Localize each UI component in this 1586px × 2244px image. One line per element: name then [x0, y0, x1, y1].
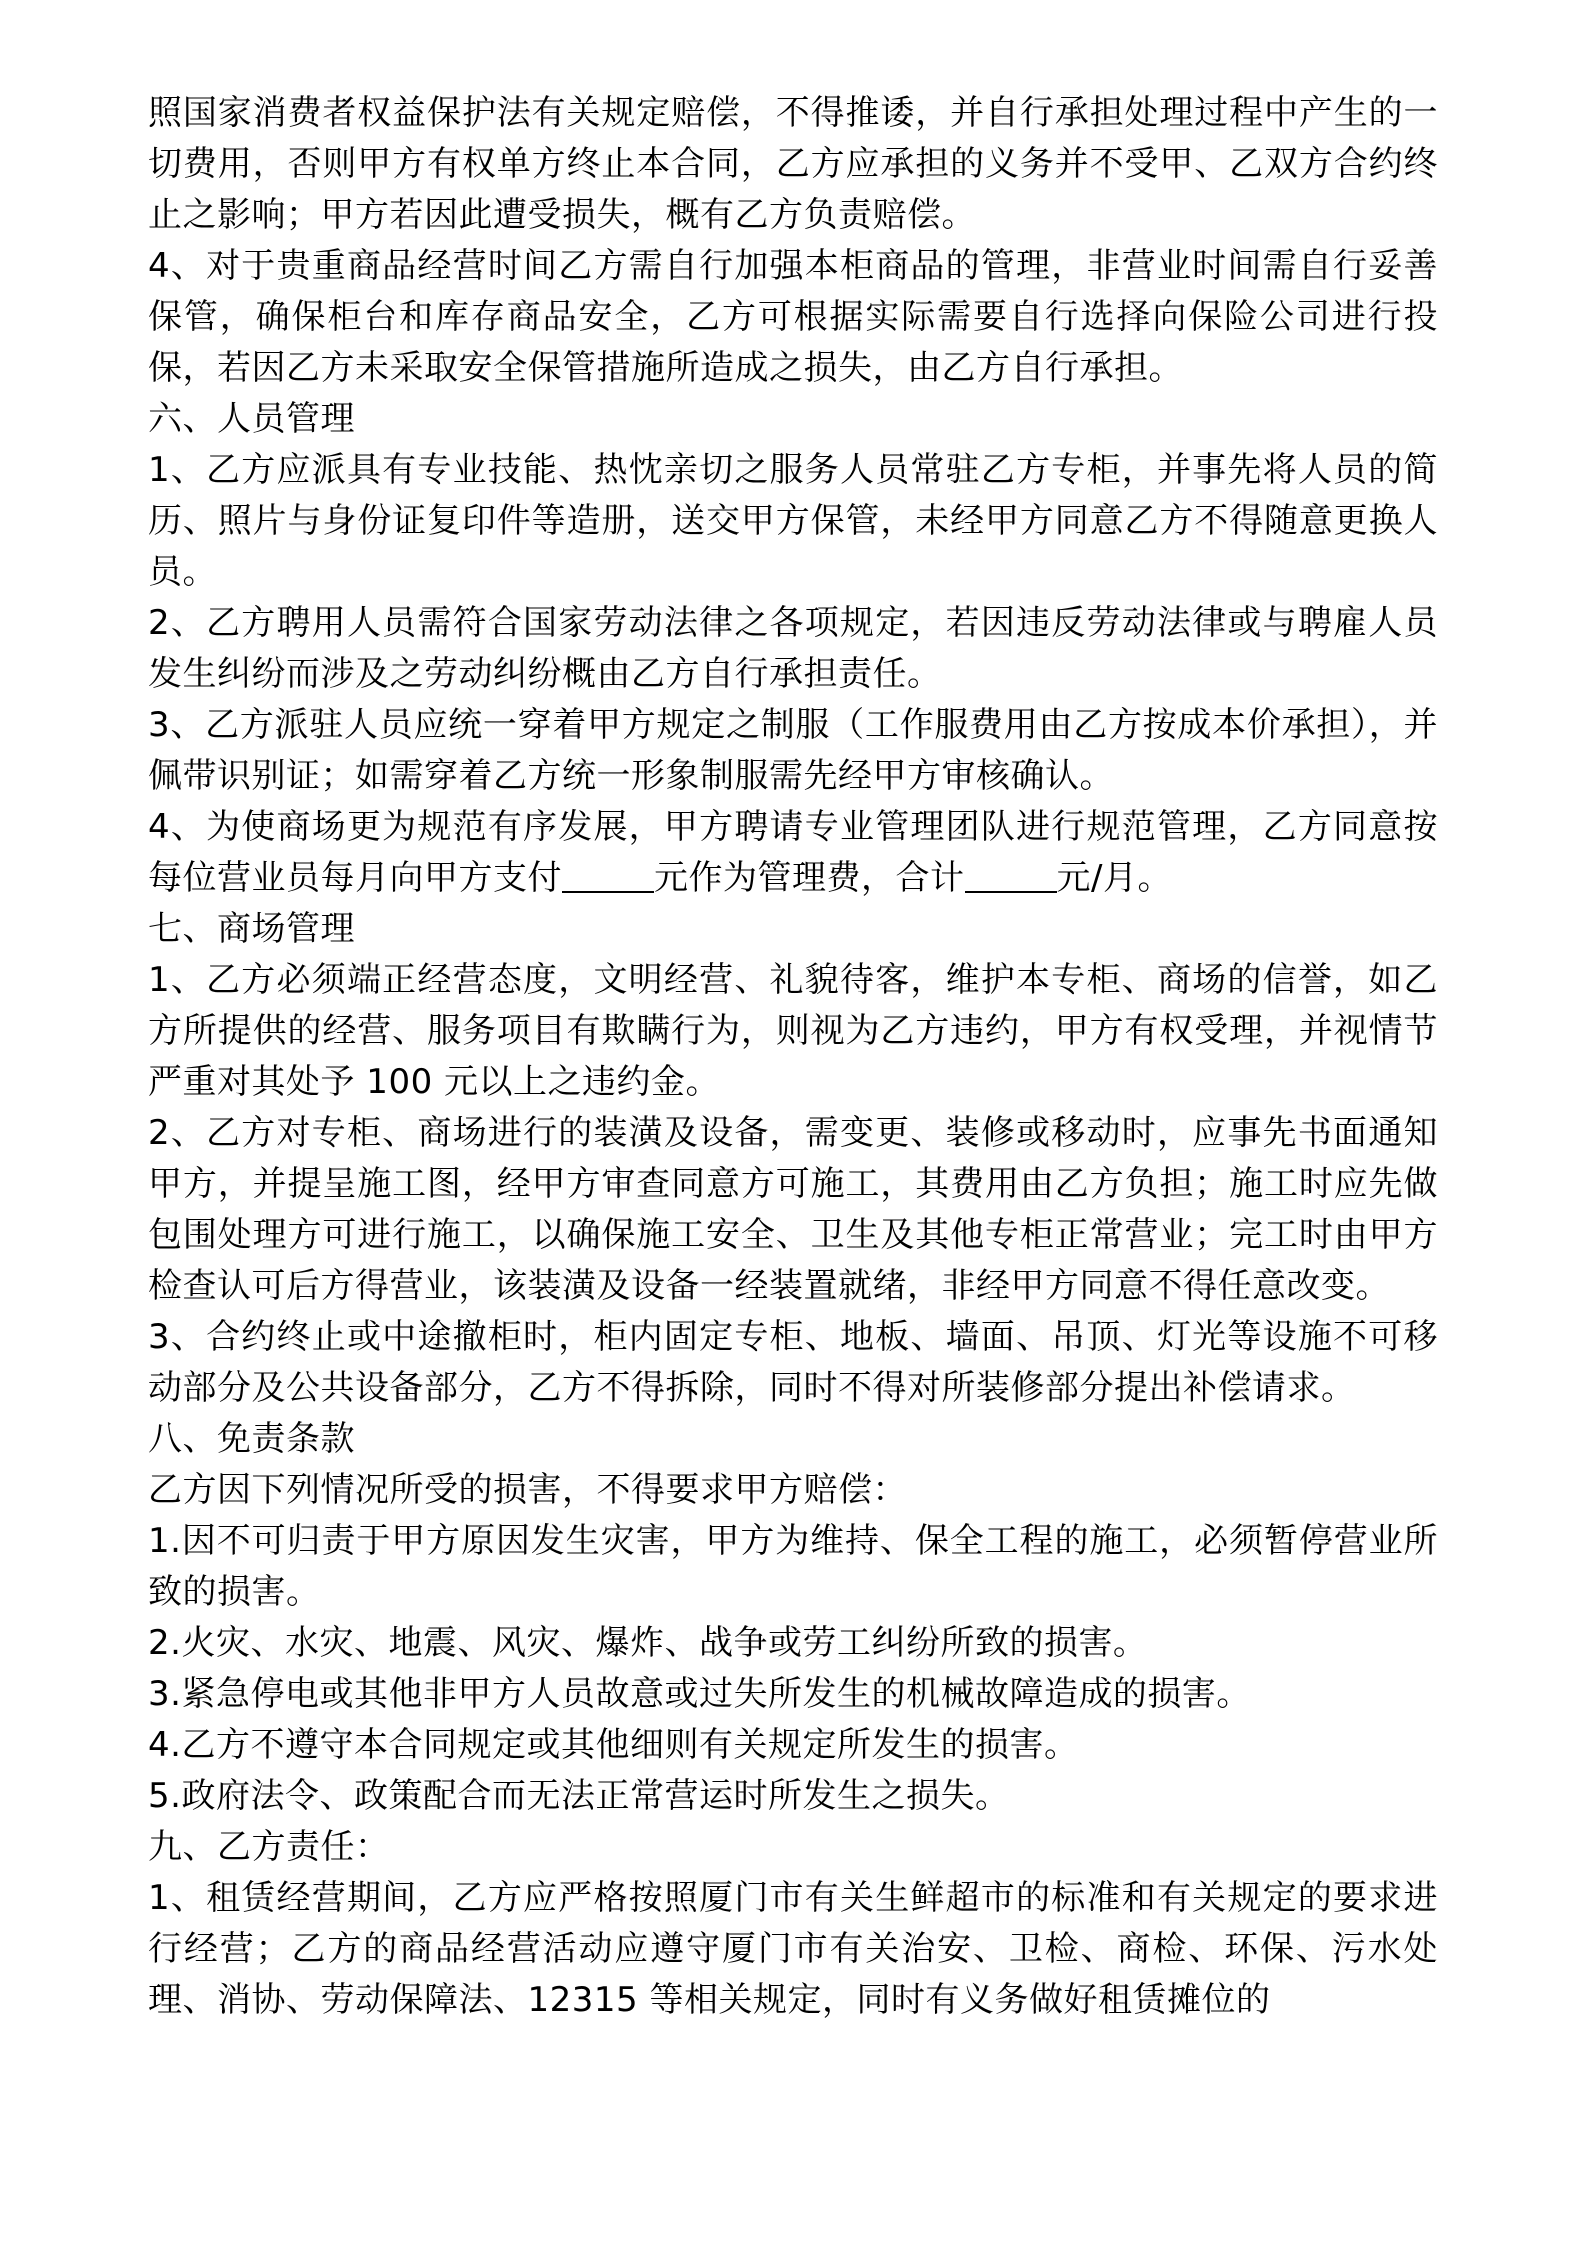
management-fee-text-c: 元/月。 — [1056, 858, 1172, 898]
section-heading-exemption: 八、免责条款 — [148, 1419, 355, 1459]
section-heading-mall: 七、商场管理 — [148, 909, 355, 949]
paragraph-staff-assignment: 1、乙方应派具有专业技能、热忱亲切之服务人员常驻乙方专柜，并事先将人员的简历、照片与身份证复印件等造册，送交甲方保管，未经甲方同意乙方不得随意更换人员。 — [148, 450, 1438, 592]
paragraph-exemption-intro: 乙方因下列情况所受的损害，不得要求甲方赔偿： — [148, 1470, 907, 1510]
fee-per-person-blank — [562, 861, 654, 893]
section-heading-party-b-duties: 九、乙方责任： — [148, 1827, 390, 1867]
section-heading-personnel: 六、人员管理 — [148, 399, 355, 439]
list-item-exemption-1: 1.因不可归责于甲方原因发生灾害，甲方为维持、保全工程的施工，必须暂停营业所致的损害。 — [148, 1521, 1438, 1612]
paragraph-renovation: 2、乙方对专柜、商场进行的装潢及设备，需变更、装修或移动时，应事先书面通知甲方，并提呈施工图，经甲方审查同意方可施工，其费用由乙方负担；施工时应先做包围处理方可进行施工，以确保施工安全、卫生及其他专柜正常营业；完工时由甲方检查认可后方得营业，该装潢及设备一经装置就绪，非经甲方同意不得任意改变。 — [148, 1113, 1438, 1306]
paragraph-uniform: 3、乙方派驻人员应统一穿着甲方规定之制服（工作服费用由乙方按成本价承担），并佩带识别证；如需穿着乙方统一形象制服需先经甲方审核确认。 — [148, 705, 1438, 796]
paragraph-termination-fixtures: 3、合约终止或中途撤柜时，柜内固定专柜、地板、墙面、吊顶、灯光等设施不可移动部分及公共设备部分，乙方不得拆除，同时不得对所装修部分提出补偿请求。 — [148, 1317, 1438, 1408]
management-fee-text-b: 元作为管理费，合计 — [654, 858, 965, 898]
paragraph-business-attitude: 1、乙方必须端正经营态度，文明经营、礼貌待客，维护本专柜、商场的信誉，如乙方所提供的经营、服务项目有欺瞒行为，则视为乙方违约，甲方有权受理，并视情节严重对其处予 100 元以上之违约金。 — [148, 960, 1438, 1102]
paragraph-labor-law: 2、乙方聘用人员需符合国家劳动法律之各项规定，若因违反劳动法律或与聘雇人员发生纠纷而涉及之劳动纠纷概由乙方自行承担责任。 — [148, 603, 1438, 694]
list-item-exemption-3: 3.紧急停电或其他非甲方人员故意或过失所发生的机械故障造成的损害。 — [148, 1674, 1251, 1714]
paragraph-management-fee — [148, 802, 1438, 904]
fee-total-blank — [965, 861, 1057, 893]
list-item-exemption-4: 4.乙方不遵守本合同规定或其他细则有关规定所发生的损害。 — [148, 1725, 1079, 1765]
paragraph-consumer-compensation: 照国家消费者权益保护法有关规定赔偿，不得推诿，并自行承担处理过程中产生的一切费用，否则甲方有权单方终止本合同，乙方应承担的义务并不受甲、乙双方合约终止之影响；甲方若因此遭受损失，概有乙方负责赔偿。 — [148, 93, 1438, 235]
paragraph-valuables-safekeeping: 4、对于贵重商品经营时间乙方需自行加强本柜商品的管理，非营业时间需自行妥善保管，确保柜台和库存商品安全，乙方可根据实际需要自行选择向保险公司进行投保，若因乙方未采取安全保管措施所造成之损失，由乙方自行承担。 — [148, 246, 1438, 388]
paragraph-lease-operation: 1、租赁经营期间，乙方应严格按照厦门市有关生鲜超市的标准和有关规定的要求进行经营；乙方的商品经营活动应遵守厦门市有关治安、卫检、商检、环保、污水处理、消协、劳动保障法、12315 等相关规定，同时有义务做好租赁摊位的 — [148, 1878, 1438, 2020]
management-fee-text-a: 4、为使商场更为规范有序发展，甲方聘请专业管理团队进行规范管理，乙方同意按每位营业员每月向甲方支付 — [148, 807, 1438, 898]
list-item-exemption-2: 2.火灾、水灾、地震、风灾、爆炸、战争或劳工纠纷所致的损害。 — [148, 1623, 1148, 1663]
list-item-exemption-5: 5.政府法令、政策配合而无法正常营运时所发生之损失。 — [148, 1776, 1010, 1816]
